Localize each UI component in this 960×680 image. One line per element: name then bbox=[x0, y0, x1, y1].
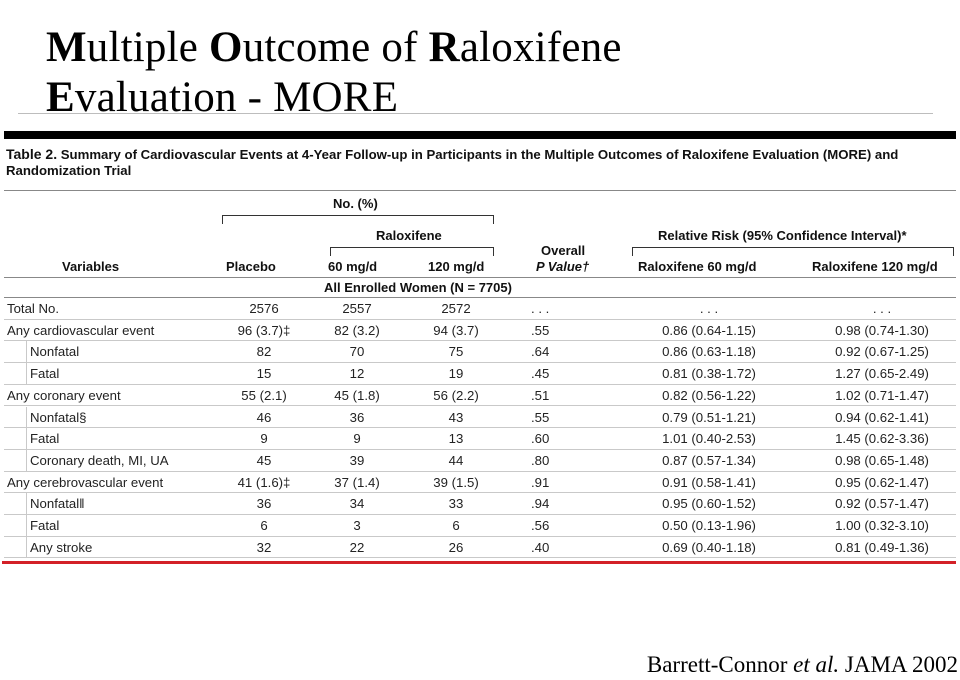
table-row bbox=[4, 341, 956, 363]
header-placebo: Placebo bbox=[226, 259, 276, 274]
cell-placebo: 82 bbox=[256, 344, 272, 360]
cell-placebo: 45 bbox=[256, 452, 272, 468]
table-top-bar bbox=[4, 131, 956, 139]
table-row bbox=[4, 493, 956, 515]
cell-rr-60: 0.81 (0.38-1.72) bbox=[662, 366, 756, 382]
cell-variable: Coronary death, MI, UA bbox=[30, 452, 169, 468]
cell-rr-60: . . . bbox=[699, 301, 719, 316]
cell-p-value: .60 bbox=[531, 431, 550, 447]
table-row bbox=[4, 363, 956, 385]
cell-raloxifene-120: 33 bbox=[448, 496, 464, 512]
cell-rr-120: 1.27 (0.65-2.49) bbox=[835, 366, 929, 382]
slide-title-line-1 bbox=[46, 23, 926, 73]
cell-raloxifene-60: 45 (1.8) bbox=[334, 387, 380, 403]
cell-placebo: 9 bbox=[260, 431, 268, 447]
cell-variable: Nonfatal‖ bbox=[30, 496, 85, 512]
cell-placebo: 2576 bbox=[249, 301, 279, 316]
cell-p-value: .80 bbox=[531, 452, 550, 468]
cell-variable: Fatal bbox=[30, 518, 60, 533]
table-row bbox=[4, 320, 956, 342]
cell-p-value: .55 bbox=[531, 409, 550, 425]
indent-rule bbox=[26, 407, 27, 429]
header-relative-risk: Relative Risk (95% Confidence Interval)* bbox=[658, 228, 907, 243]
cell-rr-120: 0.92 (0.57-1.47) bbox=[835, 496, 929, 512]
cell-variable: Any cardiovascular event bbox=[7, 322, 155, 338]
cell-raloxifene-120: 44 bbox=[448, 452, 464, 468]
cell-rr-60: 0.86 (0.63-1.18) bbox=[662, 344, 756, 360]
cell-p-value: .91 bbox=[531, 474, 550, 490]
cell-rr-60: 0.50 (0.13-1.96) bbox=[662, 518, 756, 533]
cell-rr-120: 0.98 (0.65-1.48) bbox=[835, 452, 929, 468]
table-row bbox=[4, 515, 956, 537]
indent-rule bbox=[26, 515, 27, 537]
cell-rr-120: 0.81 (0.49-1.36) bbox=[835, 539, 929, 555]
table-row bbox=[4, 428, 956, 450]
cell-raloxifene-60: 82 (3.2) bbox=[334, 322, 380, 338]
header-overall: Overall bbox=[541, 243, 586, 258]
cell-raloxifene-120: 75 bbox=[448, 344, 464, 360]
header-population: All Enrolled Women (N = 7705) bbox=[324, 280, 512, 295]
cell-rr-60: 0.79 (0.51-1.21) bbox=[662, 409, 756, 425]
title-initial-o: O bbox=[209, 23, 243, 71]
cell-p-value: .40 bbox=[531, 539, 550, 555]
cell-placebo: 55 (2.1) bbox=[241, 387, 287, 403]
cell-raloxifene-60: 70 bbox=[349, 344, 365, 360]
cell-raloxifene-120: 2572 bbox=[441, 301, 471, 316]
title-divider bbox=[18, 113, 933, 114]
cell-variable: Any cerebrovascular event bbox=[7, 474, 164, 490]
cell-raloxifene-120: 6 bbox=[452, 518, 460, 533]
cell-p-value: .64 bbox=[531, 344, 550, 360]
table-caption-label: Table 2. bbox=[6, 146, 58, 162]
citation-authors: Barrett-Connor bbox=[646, 652, 794, 677]
title-initial-r: R bbox=[428, 23, 460, 71]
indent-rule bbox=[26, 493, 27, 515]
table-row bbox=[4, 385, 956, 407]
cell-rr-120: 1.45 (0.62-3.36) bbox=[835, 431, 929, 447]
cell-rr-60: 0.82 (0.56-1.22) bbox=[662, 387, 756, 403]
cell-placebo: 6 bbox=[260, 518, 268, 533]
table-bottom-red-rule bbox=[2, 561, 956, 564]
header-p-value: P Value† bbox=[536, 259, 590, 274]
cell-rr-60: 0.87 (0.57-1.34) bbox=[662, 452, 756, 468]
cell-variable: Nonfatal§ bbox=[30, 409, 87, 425]
cell-variable: Any coronary event bbox=[7, 387, 121, 403]
row-divider bbox=[4, 557, 956, 558]
table-row bbox=[4, 450, 956, 472]
cell-rr-60: 1.01 (0.40-2.53) bbox=[662, 431, 756, 447]
cell-rr-60: 0.95 (0.60-1.52) bbox=[662, 496, 756, 512]
table-caption bbox=[6, 146, 954, 179]
caption-divider bbox=[4, 190, 956, 191]
header-dose-60: 60 mg/d bbox=[328, 259, 378, 274]
title-initial-e: E bbox=[46, 73, 75, 121]
title-initial-m: M bbox=[46, 23, 87, 71]
header-raloxifene: Raloxifene bbox=[376, 228, 442, 243]
header-no-pct: No. (%) bbox=[333, 196, 378, 211]
header-bracket-no-pct bbox=[222, 215, 494, 224]
cell-placebo: 36 bbox=[256, 496, 272, 512]
title-word-valuation: valuation - MORE bbox=[74, 73, 399, 121]
cell-rr-120: . . . bbox=[872, 301, 892, 316]
cell-rr-120: 0.92 (0.67-1.25) bbox=[835, 344, 929, 360]
indent-rule bbox=[26, 450, 27, 472]
slide-title bbox=[46, 23, 926, 123]
cell-p-value: .55 bbox=[531, 322, 550, 338]
cell-raloxifene-120: 26 bbox=[448, 539, 464, 555]
cell-raloxifene-120: 94 (3.7) bbox=[433, 322, 479, 338]
cell-variable: Fatal bbox=[30, 431, 60, 447]
indent-rule bbox=[26, 537, 27, 559]
header-bracket-raloxifene bbox=[330, 247, 494, 256]
cell-placebo: 32 bbox=[256, 539, 272, 555]
cell-p-value: .45 bbox=[531, 366, 550, 382]
indent-rule bbox=[26, 341, 27, 363]
header-bracket-relative-risk bbox=[632, 247, 954, 256]
cell-raloxifene-60: 9 bbox=[353, 431, 361, 447]
cell-rr-120: 0.98 (0.74-1.30) bbox=[835, 322, 929, 338]
cell-rr-120: 0.94 (0.62-1.41) bbox=[835, 409, 929, 425]
cell-variable: Nonfatal bbox=[30, 344, 80, 360]
cell-placebo: 46 bbox=[256, 409, 272, 425]
title-word-aloxifene: aloxifene bbox=[459, 23, 622, 71]
cell-placebo: 41 (1.6)‡ bbox=[237, 474, 291, 490]
header-variables: Variables bbox=[62, 259, 120, 274]
table-caption-text: Summary of Cardiovascular Events at 4-Year Follow-up in Participants in the Multiple Outcomes of Raloxifene Evaluation (MORE) and Randomization Trial bbox=[6, 147, 899, 178]
citation-journal: JAMA 2002 bbox=[839, 652, 958, 677]
title-word-ultiple: ultiple bbox=[86, 23, 210, 71]
cell-raloxifene-60: 37 (1.4) bbox=[334, 474, 380, 490]
cell-rr-60: 0.91 (0.58-1.41) bbox=[662, 474, 756, 490]
cell-raloxifene-60: 39 bbox=[349, 452, 365, 468]
cell-p-value: . . . bbox=[531, 301, 550, 316]
cell-raloxifene-60: 2557 bbox=[342, 301, 372, 316]
cell-rr-60: 0.86 (0.64-1.15) bbox=[662, 322, 756, 338]
cell-raloxifene-60: 36 bbox=[349, 409, 365, 425]
cell-rr-120: 1.00 (0.32-3.10) bbox=[835, 518, 929, 533]
cell-variable: Total No. bbox=[7, 301, 60, 316]
cell-raloxifene-120: 56 (2.2) bbox=[433, 387, 479, 403]
cell-variable: Fatal bbox=[30, 366, 60, 382]
table-row bbox=[4, 298, 956, 320]
citation-et-al: et al. bbox=[793, 652, 840, 677]
cell-raloxifene-120: 39 (1.5) bbox=[433, 474, 479, 490]
cell-placebo: 15 bbox=[256, 366, 272, 382]
cell-p-value: .51 bbox=[531, 387, 550, 403]
cell-raloxifene-60: 34 bbox=[349, 496, 365, 512]
cell-raloxifene-120: 43 bbox=[448, 409, 464, 425]
column-header-divider bbox=[4, 277, 956, 278]
header-rr-120: Raloxifene 120 mg/d bbox=[812, 259, 938, 274]
header-rr-60: Raloxifene 60 mg/d bbox=[638, 259, 757, 274]
table-row bbox=[4, 472, 956, 494]
cell-variable: Any stroke bbox=[30, 539, 93, 555]
indent-rule bbox=[26, 363, 27, 385]
cell-rr-120: 0.95 (0.62-1.47) bbox=[835, 474, 929, 490]
cell-p-value: .56 bbox=[531, 518, 550, 533]
cell-raloxifene-60: 22 bbox=[349, 539, 365, 555]
title-word-utcome: utcome of bbox=[242, 23, 429, 71]
table-row bbox=[4, 407, 956, 429]
slide-title-line-2 bbox=[46, 73, 926, 123]
header-dose-120: 120 mg/d bbox=[428, 259, 485, 274]
cell-rr-120: 1.02 (0.71-1.47) bbox=[835, 387, 929, 403]
citation bbox=[647, 652, 958, 678]
cell-raloxifene-120: 19 bbox=[448, 366, 464, 382]
cell-p-value: .94 bbox=[531, 496, 550, 512]
table-row bbox=[4, 537, 956, 559]
cell-raloxifene-60: 12 bbox=[349, 366, 365, 382]
cell-rr-60: 0.69 (0.40-1.18) bbox=[662, 539, 756, 555]
cell-placebo: 96 (3.7)‡ bbox=[237, 322, 291, 338]
indent-rule bbox=[26, 428, 27, 450]
cell-raloxifene-60: 3 bbox=[353, 518, 361, 533]
cell-raloxifene-120: 13 bbox=[448, 431, 464, 447]
